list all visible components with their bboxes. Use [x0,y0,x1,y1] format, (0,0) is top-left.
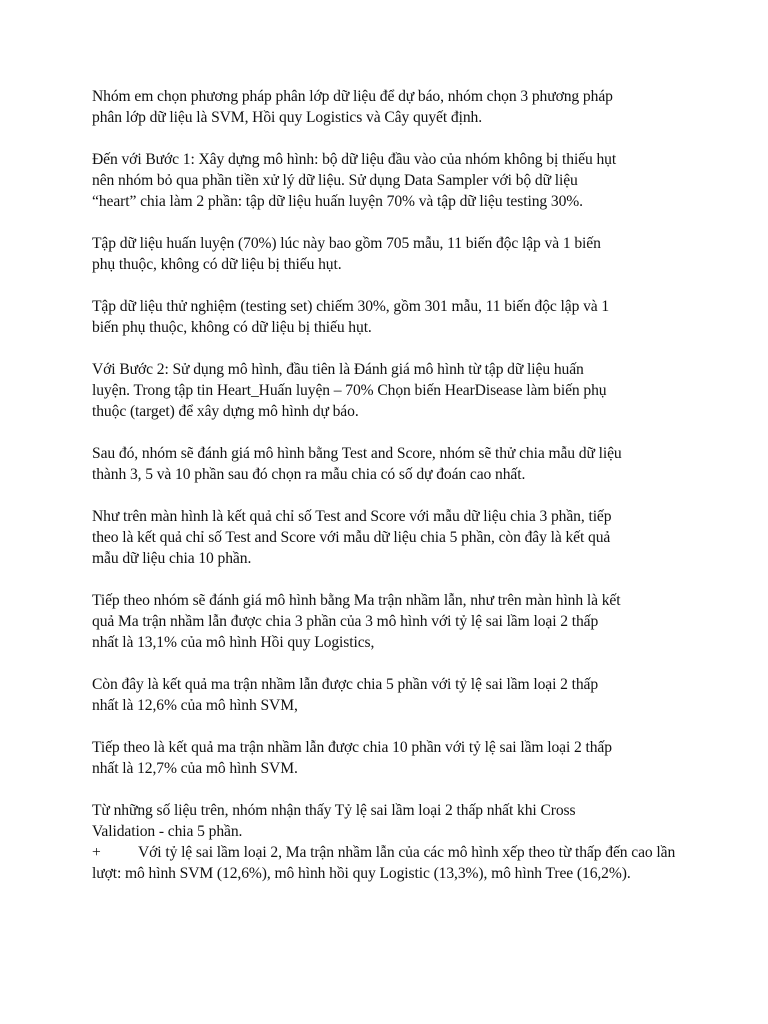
paragraph-score-results: Như trên màn hình là kết quả chỉ số Test and Score với mẫu dữ liệu chia 3 phần, tiếp theo là kết quả chỉ số Test and Score với mẫu dữ liệu chia 5 phần, còn đây là kết quả mẫu dữ liệu chia 10 phần. [92,508,612,567]
paragraph-intro: Nhóm em chọn phương pháp phân lớp dữ liệu để dự báo, nhóm chọn 3 phương pháp phân lớp dữ liệu là SVM, Hồi quy Logistics và Cây quyết định. [92,88,613,126]
paragraph-conclusion: Từ những số liệu trên, nhóm nhận thấy Tỷ lệ sai lầm loại 2 thấp nhất khi Cross Validation - chia 5 phần. [92,802,576,840]
bullet-text: Với tỷ lệ sai lầm loại 2, Ma trận nhầm lẫn của các mô hình xếp theo từ thấp đến cao lần lượt: mô hình SVM (12,6%), mô hình hồi quy Logistic (13,3%), mô hình Tree (16,2%). [92,844,676,882]
paragraph-test-and-score: Sau đó, nhóm sẽ đánh giá mô hình bằng Test and Score, nhóm sẽ thử chia mẫu dữ liệu thành 3, 5 và 10 phần sau đó chọn ra mẫu chia có số dự đoán cao nhất. [92,445,622,483]
paragraph-step-1: Đến với Bước 1: Xây dựng mô hình: bộ dữ liệu đầu vào của nhóm không bị thiếu hụt nên nhóm bỏ qua phần tiền xử lý dữ liệu. Sử dụng Data Sampler với bộ dữ liệu “heart” chia làm 2 phần: tập dữ liệu huấn luyện 70% và tập dữ liệu testing 30%. [92,151,617,210]
paragraph-step-2: Với Bước 2: Sử dụng mô hình, đầu tiên là Đánh giá mô hình từ tập dữ liệu huấn luyện. Trong tập tin Heart_Huấn luyện – 70% Chọn biến HearDisease làm biến phụ thuộc (target) để xây dựng mô hình dự báo. [92,361,607,420]
bullet-marker: + [92,844,101,861]
paragraph-confusion-matrix-10: Tiếp theo là kết quả ma trận nhầm lẫn được chia 10 phần với tỷ lệ sai lầm loại 2 thấp nhất là 12,7% của mô hình SVM. [92,739,612,777]
bullet-item [92,842,692,884]
paragraph-training-set: Tập dữ liệu huấn luyện (70%) lúc này bao gồm 705 mẫu, 11 biến độc lập và 1 biến phụ thuộc, không có dữ liệu bị thiếu hụt. [92,235,601,273]
paragraph-testing-set: Tập dữ liệu thử nghiệm (testing set) chiếm 30%, gồm 301 mẫu, 11 biến độc lập và 1 biến phụ thuộc, không có dữ liệu bị thiếu hụt. [92,298,610,336]
paragraph-confusion-matrix-5: Còn đây là kết quả ma trận nhầm lẫn được chia 5 phần với tỷ lệ sai lầm loại 2 thấp nhất là 12,6% của mô hình SVM, [92,676,599,714]
document-page [92,86,692,884]
paragraph-confusion-matrix-3: Tiếp theo nhóm sẽ đánh giá mô hình bằng Ma trận nhầm lẫn, như trên màn hình là kết quả Ma trận nhầm lẫn được chia 3 phần của 3 mô hình với tỷ lệ sai lầm loại 2 thấp nhất là 13,1% của mô hình Hồi quy Logistics, [92,592,621,651]
